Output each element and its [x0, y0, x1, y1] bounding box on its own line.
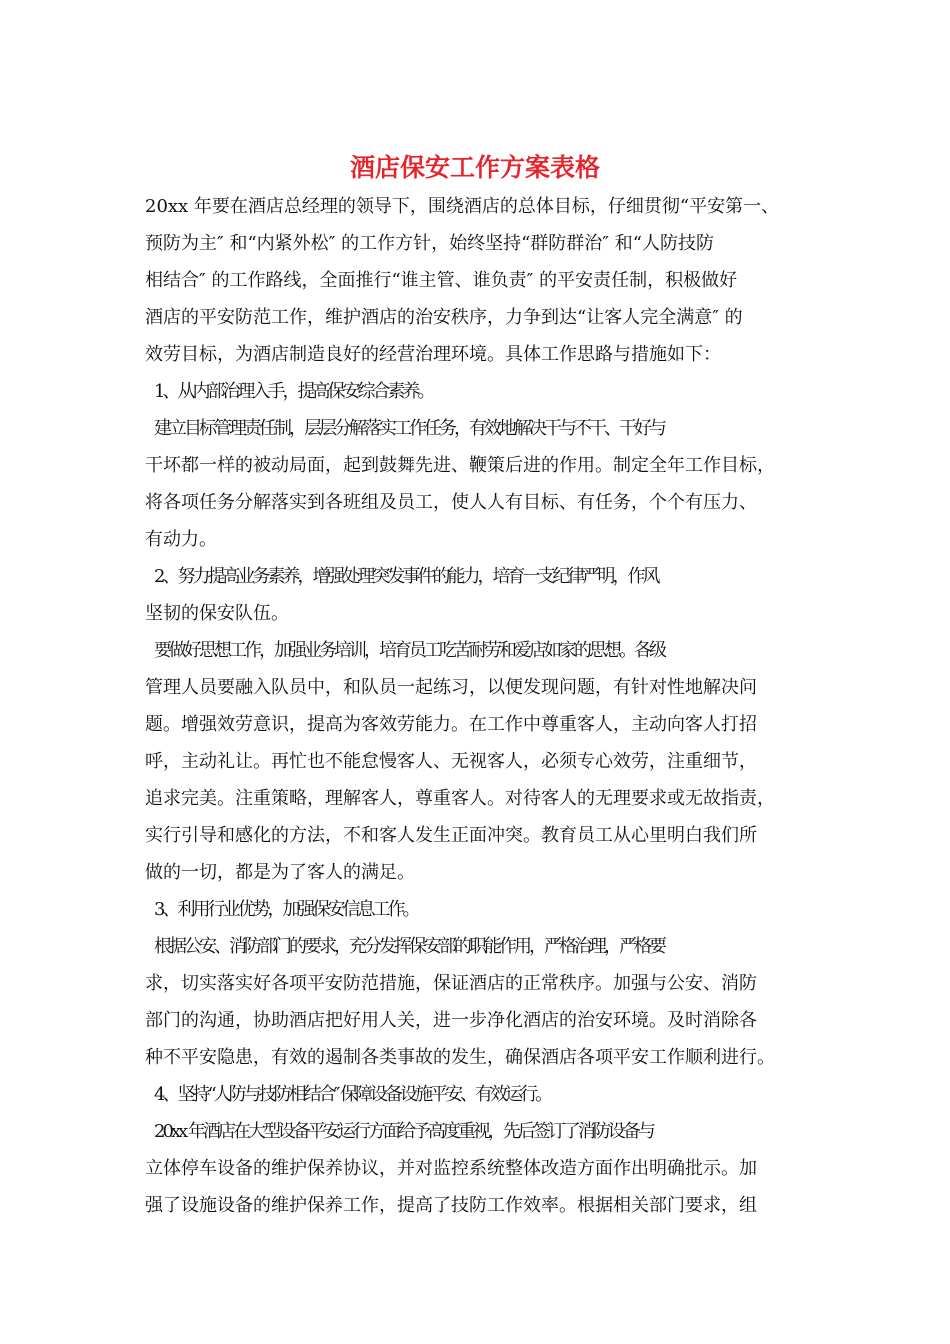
body-line: 有动力。	[145, 529, 217, 550]
body-line: 20xx 年要在酒店总经理的领导下，围绕酒店的总体目标，仔细贯彻“平安第一、	[145, 196, 780, 217]
body-line: 实行引导和感化的方法，不和客人发生正面冲突。教育员工从心里明白我们所	[145, 825, 757, 846]
body-line: 强了设施设备的维护保养工作，提高了技防工作效率。根据相关部门要求，组	[145, 1195, 757, 1216]
body-line: 预防为主″ 和“内紧外松″ 的工作方针，始终坚持“群防群治″ 和“人防技防	[145, 233, 714, 254]
body-line: 要做好思想工作，加强业务培训，培育员工吃苦耐劳和爱店如家的思想。各级	[154, 640, 664, 661]
document-title: 酒店保安工作方案表格	[349, 153, 600, 182]
section-heading: 4、坚持“人防与技防相结合″ 保障设备设施平安、有效运行。	[154, 1084, 551, 1105]
body-line: 20xx 年酒店在大型设备平安运行方面给予高度重视，先后签订了消防设备与	[154, 1121, 653, 1142]
section-heading: 1、从内部治理入手，提高保安综合素养。	[154, 381, 433, 402]
body-line: 题。增强效劳意识，提高为客效劳能力。在工作中尊重客人，主动向客人打招	[145, 714, 757, 735]
body-line: 坚韧的保安队伍。	[145, 603, 289, 624]
section-heading: 2、努力提高业务素养，增强处理突发事件的能力，培育一支纪律严明，作风	[154, 566, 658, 587]
section-heading: 3、利用行业优势，加强保安信息工作。	[154, 899, 418, 920]
body-line: 根据公安、消防部门的要求，充分发挥保安部的职能作用，严格治理，严格要	[154, 936, 664, 957]
body-line: 追求完美。注重策略，理解客人，尊重客人。对待客人的无理要求或无故指责，	[145, 788, 775, 809]
body-line: 做的一切，都是为了客人的满足。	[145, 862, 415, 883]
body-line: 相结合″ 的工作路线，全面推行“谁主管、谁负责″ 的平安责任制，积极做好	[145, 270, 738, 291]
body-line: 部门的沟通，协助酒店把好用人关，进一步净化酒店的治安环境。及时消除各	[145, 1010, 757, 1031]
body-line: 种不平安隐患，有效的遏制各类事故的发生，确保酒店各项平安工作顺利进行。	[145, 1047, 775, 1068]
body-line: 呼，主动礼让。再忙也不能怠慢客人、无视客人，必须专心效劳，注重细节，	[145, 751, 757, 772]
body-line: 干坏都一样的被动局面，起到鼓舞先进、鞭策后进的作用。制定全年工作目标，	[145, 455, 775, 476]
body-line: 立体停车设备的维护保养协议，并对监控系统整体改造方面作出明确批示。加	[145, 1158, 757, 1179]
body-line: 管理人员要融入队员中，和队员一起练习，以便发现问题，有针对性地解决问	[145, 677, 757, 698]
body-line: 求，切实落实好各项平安防范措施，保证酒店的正常秩序。加强与公安、消防	[145, 973, 757, 994]
body-line: 酒店的平安防范工作，维护酒店的治安秩序，力争到达“让客人完全满意″ 的	[145, 307, 743, 328]
body-line: 建立目标管理责任制，层层分解落实工作任务，有效地解决干与不干、干好与	[154, 418, 664, 439]
body-line: 效劳目标，为酒店制造良好的经营治理环境。具体工作思路与措施如下：	[145, 344, 721, 365]
body-line: 将各项任务分解落实到各班组及员工，使人人有目标、有任务，个个有压力、	[145, 492, 757, 513]
